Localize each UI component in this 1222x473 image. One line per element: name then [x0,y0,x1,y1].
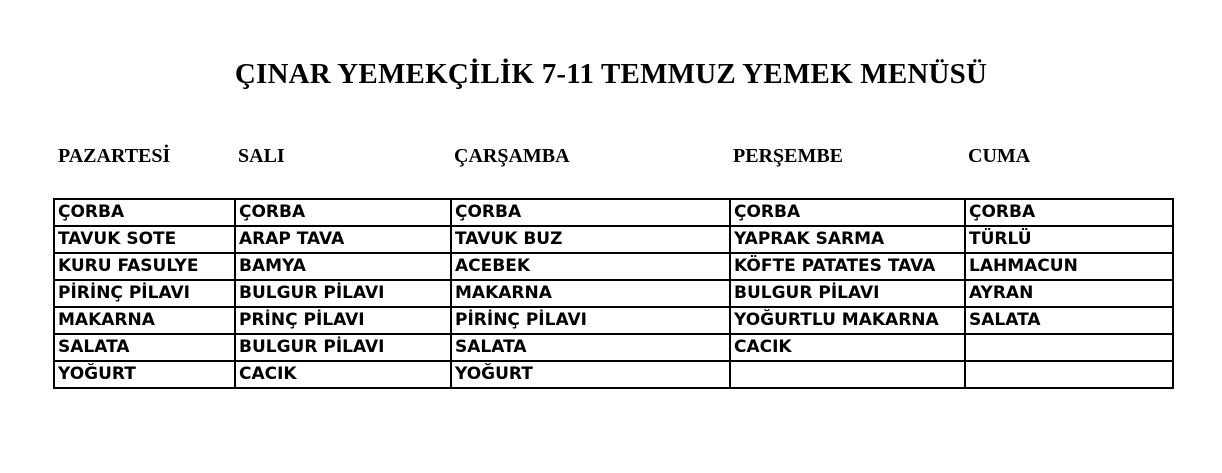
menu-cell-pazartesi: SALATA [54,334,235,361]
table-row [54,280,1173,307]
menu-cell-sali: CACIK [235,361,451,388]
day-header-persembe: PERŞEMBE [733,145,844,167]
menu-cell-cuma [965,334,1173,361]
menu-cell-persembe: KÖFTE PATATES TAVA [730,253,965,280]
day-header-cuma: CUMA [968,145,1031,167]
table-row [54,199,1173,226]
table-row [54,307,1173,334]
menu-cell-persembe: YAPRAK SARMA [730,226,965,253]
table-row [54,334,1173,361]
menu-cell-sali: BAMYA [235,253,451,280]
menu-cell-sali: ARAP TAVA [235,226,451,253]
table-row [54,361,1173,388]
menu-table-body [54,199,1173,388]
menu-cell-carsamba: PİRİNÇ PİLAVI [451,307,730,334]
menu-cell-persembe: ÇORBA [730,199,965,226]
menu-cell-pazartesi: ÇORBA [54,199,235,226]
menu-cell-pazartesi: YOĞURT [54,361,235,388]
menu-table [53,198,1174,389]
menu-cell-sali: BULGUR PİLAVI [235,280,451,307]
menu-cell-sali: PRİNÇ PİLAVI [235,307,451,334]
menu-cell-cuma: ÇORBA [965,199,1173,226]
menu-cell-cuma: AYRAN [965,280,1173,307]
table-row [54,253,1173,280]
day-header-carsamba: ÇARŞAMBA [454,145,570,167]
menu-cell-cuma [965,361,1173,388]
menu-cell-cuma: TÜRLÜ [965,226,1173,253]
menu-cell-carsamba: SALATA [451,334,730,361]
menu-cell-carsamba: MAKARNA [451,280,730,307]
menu-title: ÇINAR YEMEKÇİLİK 7-11 TEMMUZ YEMEK MENÜSÜ [234,58,988,90]
menu-cell-persembe: YOĞURTLU MAKARNA [730,307,965,334]
menu-cell-persembe: BULGUR PİLAVI [730,280,965,307]
menu-cell-sali: BULGUR PİLAVI [235,334,451,361]
menu-cell-carsamba: YOĞURT [451,361,730,388]
menu-cell-carsamba: ÇORBA [451,199,730,226]
day-header-pazartesi: PAZARTESİ [58,145,171,167]
day-header-sali: SALI [238,145,285,167]
table-row [54,226,1173,253]
menu-cell-persembe [730,361,965,388]
menu-cell-pazartesi: KURU FASULYE [54,253,235,280]
menu-cell-sali: ÇORBA [235,199,451,226]
menu-cell-carsamba: TAVUK BUZ [451,226,730,253]
menu-cell-pazartesi: TAVUK SOTE [54,226,235,253]
menu-cell-cuma: LAHMACUN [965,253,1173,280]
menu-cell-cuma: SALATA [965,307,1173,334]
menu-cell-pazartesi: PİRİNÇ PİLAVI [54,280,235,307]
menu-cell-carsamba: ACEBEK [451,253,730,280]
menu-cell-pazartesi: MAKARNA [54,307,235,334]
menu-cell-persembe: CACIK [730,334,965,361]
